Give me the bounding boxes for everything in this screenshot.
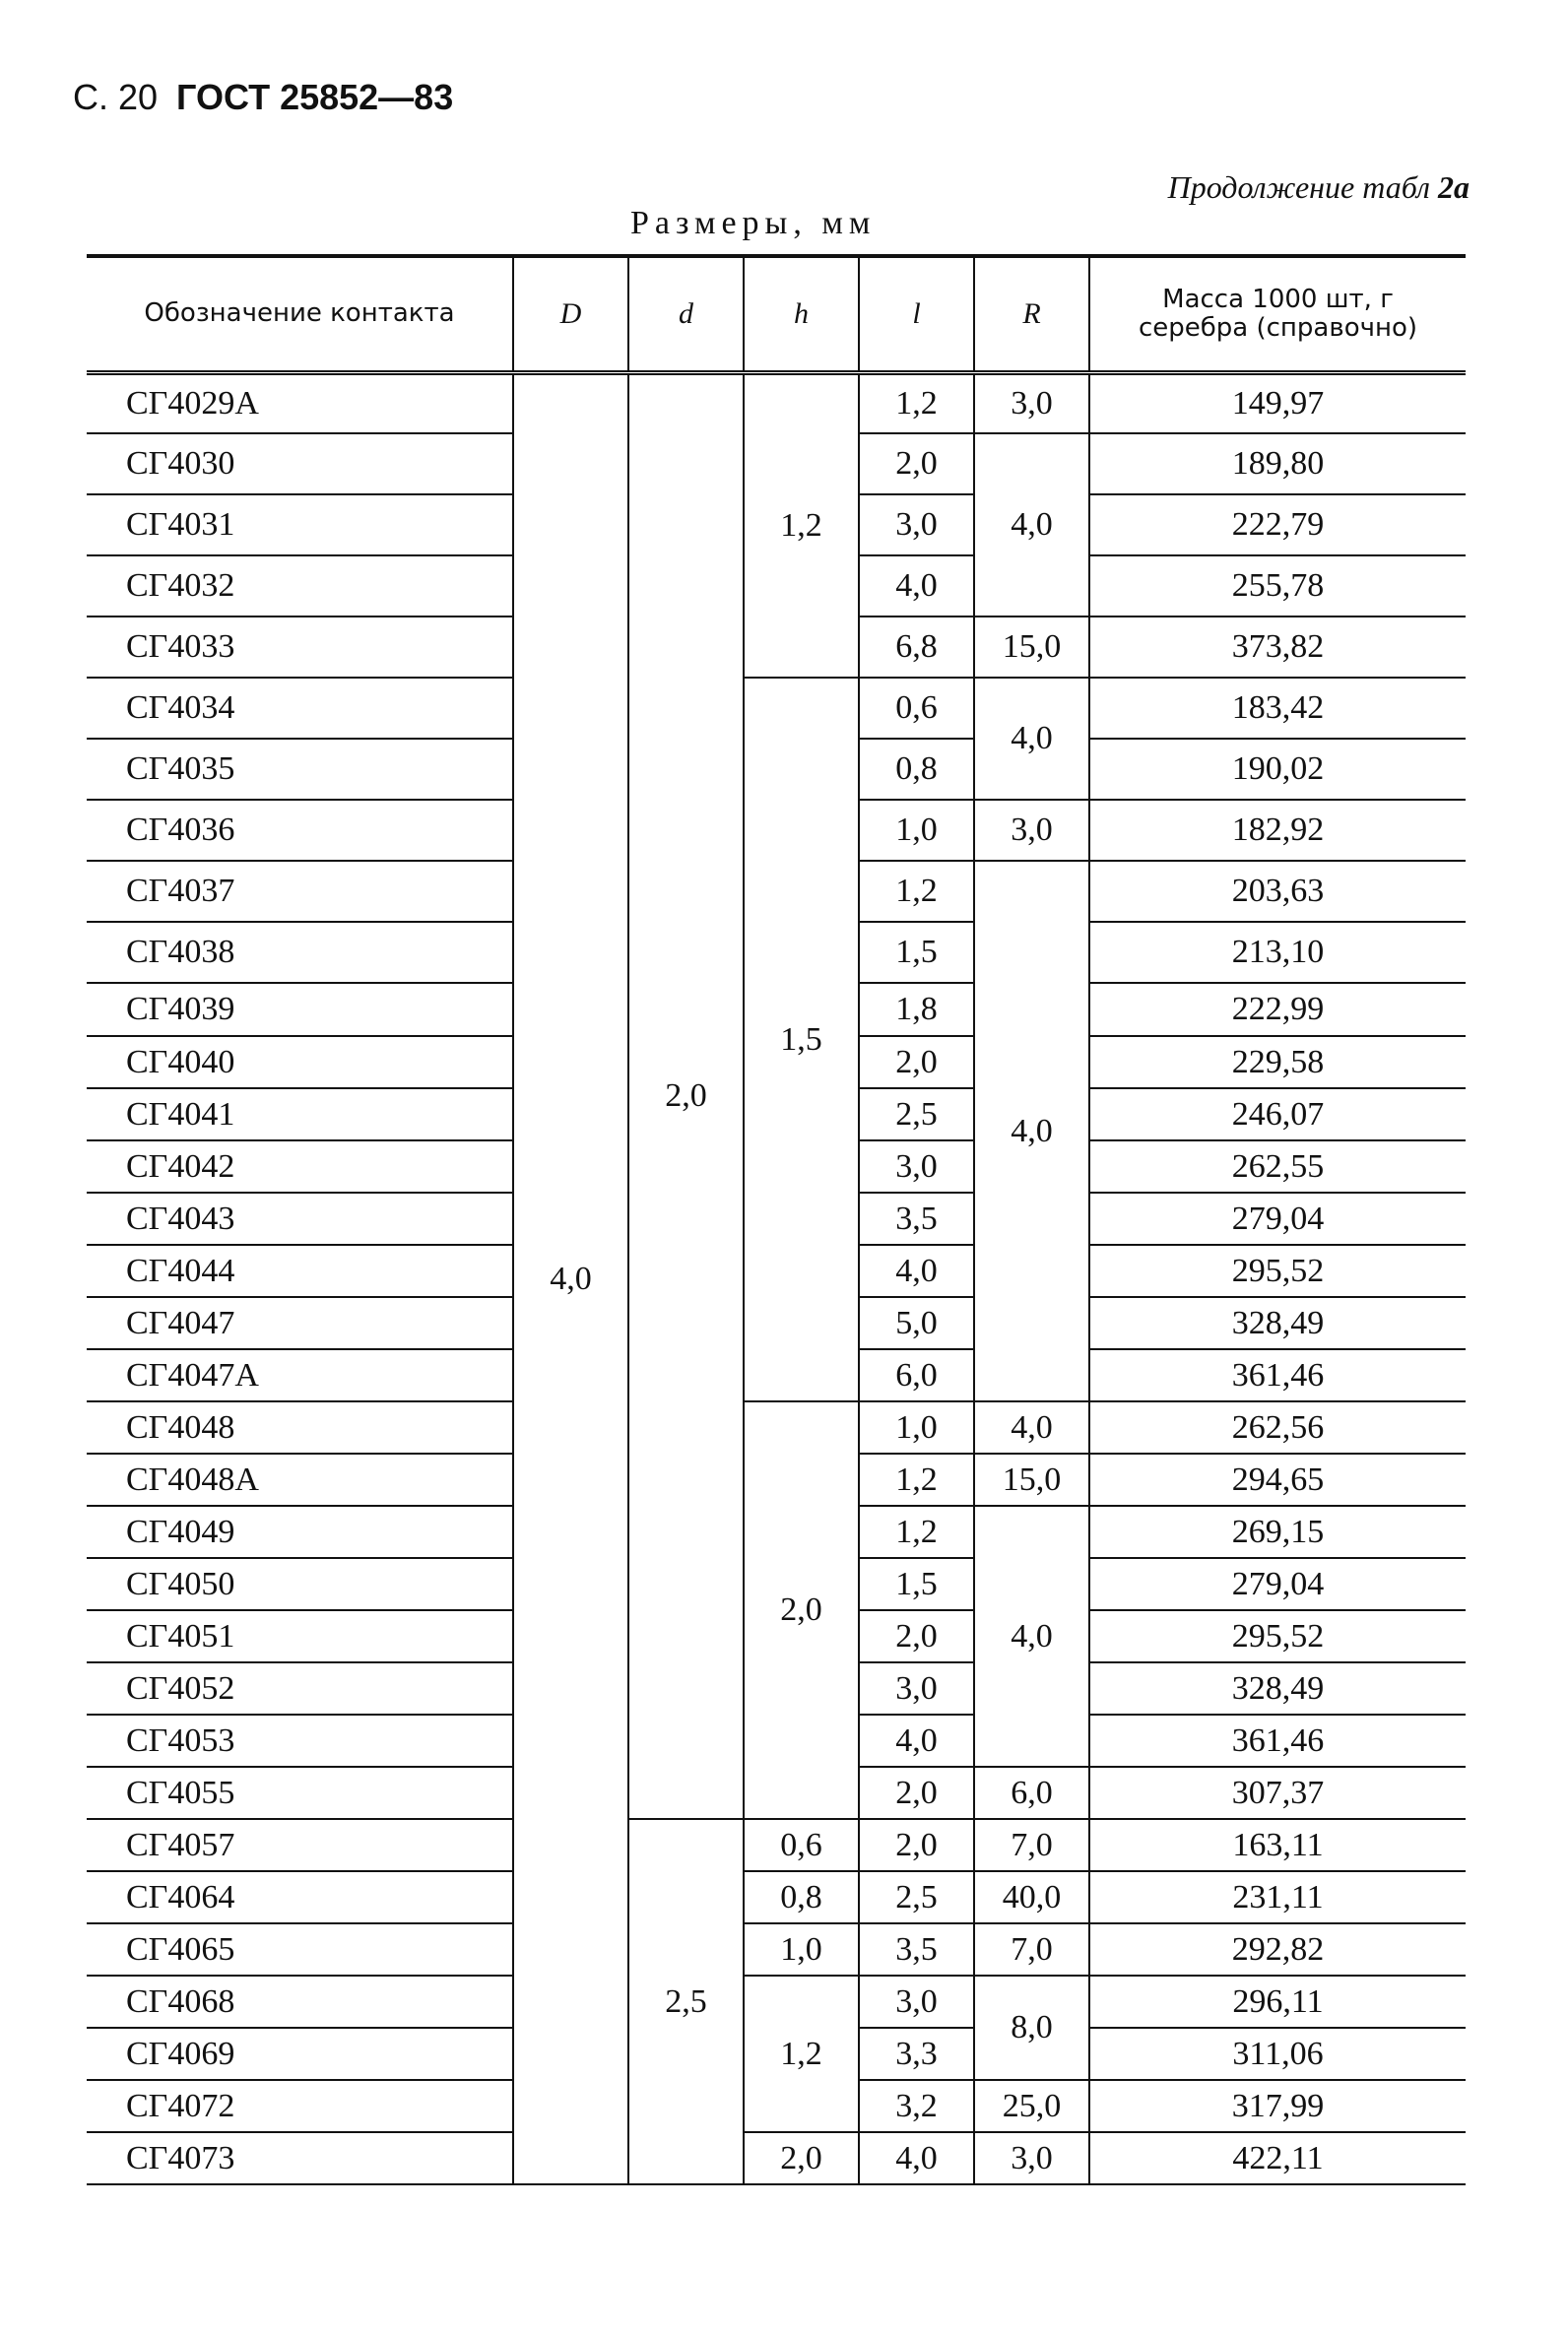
table-row (87, 1871, 1466, 1923)
h-cell: 0,6 (744, 1819, 859, 1871)
l-cell: 3,3 (859, 2028, 974, 2080)
mass-cell: 222,99 (1089, 983, 1466, 1036)
designation-cell: СГ4069 (87, 2028, 513, 2080)
continuation-label (1168, 169, 1470, 206)
R-cell: 4,0 (974, 678, 1089, 800)
mass-cell: 361,46 (1089, 1349, 1466, 1401)
mass-cell: 328,49 (1089, 1662, 1466, 1715)
l-cell: 1,5 (859, 1558, 974, 1610)
l-cell: 1,5 (859, 922, 974, 983)
R-cell: 4,0 (974, 1506, 1089, 1767)
col-d: d (628, 256, 744, 372)
d-cell: 2,5 (628, 1819, 744, 2184)
D-cell: 4,0 (513, 372, 628, 2184)
mass-cell: 295,52 (1089, 1245, 1466, 1297)
col-D: D (513, 256, 628, 372)
mass-cell: 222,79 (1089, 494, 1466, 555)
R-cell: 4,0 (974, 861, 1089, 1401)
R-cell: 4,0 (974, 433, 1089, 617)
h-cell: 2,0 (744, 2132, 859, 2184)
mass-cell: 163,11 (1089, 1819, 1466, 1871)
l-cell: 1,0 (859, 800, 974, 861)
mass-cell: 183,42 (1089, 678, 1466, 739)
col-mass (1089, 256, 1466, 372)
designation-cell: СГ4029А (87, 372, 513, 433)
l-cell: 2,5 (859, 1871, 974, 1923)
designation-cell: СГ4031 (87, 494, 513, 555)
l-cell: 3,0 (859, 1140, 974, 1193)
designation-cell: СГ4053 (87, 1715, 513, 1767)
mass-cell: 307,37 (1089, 1767, 1466, 1819)
R-cell: 7,0 (974, 1923, 1089, 1976)
R-cell: 4,0 (974, 1401, 1089, 1454)
table-row (87, 372, 1466, 433)
l-cell: 2,0 (859, 1610, 974, 1662)
d-cell: 2,0 (628, 372, 744, 1819)
col-mass-line1: Масса 1000 шт, г (1162, 285, 1394, 315)
designation-cell: СГ4048А (87, 1454, 513, 1506)
l-cell: 6,8 (859, 617, 974, 678)
designation-cell: СГ4065 (87, 1923, 513, 1976)
l-cell: 6,0 (859, 1349, 974, 1401)
l-cell: 4,0 (859, 555, 974, 617)
l-cell: 3,0 (859, 1976, 974, 2028)
l-cell: 1,2 (859, 861, 974, 922)
R-cell: 7,0 (974, 1819, 1089, 1871)
page-number: С. 20 (73, 77, 159, 117)
mass-cell: 294,65 (1089, 1454, 1466, 1506)
h-cell: 1,2 (744, 1976, 859, 2132)
table-row (87, 1923, 1466, 1976)
R-cell: 25,0 (974, 2080, 1089, 2132)
R-cell: 6,0 (974, 1767, 1089, 1819)
continuation-number: 2а (1438, 169, 1470, 205)
col-l: l (859, 256, 974, 372)
col-R: R (974, 256, 1089, 372)
table-header-row (87, 256, 1466, 372)
designation-cell: СГ4041 (87, 1088, 513, 1140)
h-cell: 0,8 (744, 1871, 859, 1923)
mass-cell: 262,55 (1089, 1140, 1466, 1193)
mass-cell: 262,56 (1089, 1401, 1466, 1454)
designation-cell: СГ4037 (87, 861, 513, 922)
designation-cell: СГ4035 (87, 739, 513, 800)
mass-cell: 279,04 (1089, 1558, 1466, 1610)
designation-cell: СГ4047А (87, 1349, 513, 1401)
designation-cell: СГ4038 (87, 922, 513, 983)
designation-cell: СГ4039 (87, 983, 513, 1036)
R-cell: 3,0 (974, 2132, 1089, 2184)
dimensions-label: Размеры, мм (630, 205, 877, 241)
mass-cell: 269,15 (1089, 1506, 1466, 1558)
l-cell: 1,0 (859, 1401, 974, 1454)
mass-cell: 182,92 (1089, 800, 1466, 861)
continuation-text: Продолжение табл (1167, 169, 1430, 205)
l-cell: 4,0 (859, 1715, 974, 1767)
mass-cell: 246,07 (1089, 1088, 1466, 1140)
R-cell: 8,0 (974, 1976, 1089, 2080)
mass-cell: 279,04 (1089, 1193, 1466, 1245)
designation-cell: СГ4057 (87, 1819, 513, 1871)
designation-cell: СГ4052 (87, 1662, 513, 1715)
mass-cell: 292,82 (1089, 1923, 1466, 1976)
mass-cell: 422,11 (1089, 2132, 1466, 2184)
mass-cell: 229,58 (1089, 1036, 1466, 1088)
designation-cell: СГ4072 (87, 2080, 513, 2132)
l-cell: 3,0 (859, 1662, 974, 1715)
l-cell: 2,0 (859, 1767, 974, 1819)
table-row (87, 1401, 1466, 1454)
l-cell: 1,2 (859, 372, 974, 433)
contacts-table (87, 254, 1466, 2185)
designation-cell: СГ4040 (87, 1036, 513, 1088)
h-cell: 1,2 (744, 372, 859, 678)
l-cell: 1,8 (859, 983, 974, 1036)
designation-cell: СГ4048 (87, 1401, 513, 1454)
designation-cell: СГ4055 (87, 1767, 513, 1819)
designation-cell: СГ4073 (87, 2132, 513, 2184)
mass-cell: 203,63 (1089, 861, 1466, 922)
mass-cell: 149,97 (1089, 372, 1466, 433)
R-cell: 15,0 (974, 1454, 1089, 1506)
designation-cell: СГ4064 (87, 1871, 513, 1923)
l-cell: 3,2 (859, 2080, 974, 2132)
col-mass-line2: серебра (справочно) (1138, 312, 1418, 343)
mass-cell: 311,06 (1089, 2028, 1466, 2080)
designation-cell: СГ4042 (87, 1140, 513, 1193)
h-cell: 1,5 (744, 678, 859, 1401)
mass-cell: 190,02 (1089, 739, 1466, 800)
mass-cell: 295,52 (1089, 1610, 1466, 1662)
designation-cell: СГ4051 (87, 1610, 513, 1662)
R-cell: 3,0 (974, 800, 1089, 861)
designation-cell: СГ4050 (87, 1558, 513, 1610)
l-cell: 2,0 (859, 1819, 974, 1871)
h-cell: 2,0 (744, 1401, 859, 1819)
l-cell: 2,5 (859, 1088, 974, 1140)
R-cell: 3,0 (974, 372, 1089, 433)
mass-cell: 317,99 (1089, 2080, 1466, 2132)
gost-number: ГОСТ 25852—83 (176, 77, 454, 117)
l-cell: 0,8 (859, 739, 974, 800)
table-row (87, 678, 1466, 739)
mass-cell: 361,46 (1089, 1715, 1466, 1767)
h-cell: 1,0 (744, 1923, 859, 1976)
l-cell: 2,0 (859, 433, 974, 494)
designation-cell: СГ4032 (87, 555, 513, 617)
mass-cell: 213,10 (1089, 922, 1466, 983)
l-cell: 1,2 (859, 1506, 974, 1558)
mass-cell: 189,80 (1089, 433, 1466, 494)
designation-cell: СГ4068 (87, 1976, 513, 2028)
designation-cell: СГ4047 (87, 1297, 513, 1349)
table-row (87, 1976, 1466, 2028)
l-cell: 5,0 (859, 1297, 974, 1349)
designation-cell: СГ4049 (87, 1506, 513, 1558)
mass-cell: 328,49 (1089, 1297, 1466, 1349)
designation-cell: СГ4034 (87, 678, 513, 739)
R-cell: 40,0 (974, 1871, 1089, 1923)
l-cell: 0,6 (859, 678, 974, 739)
l-cell: 3,5 (859, 1923, 974, 1976)
R-cell: 15,0 (974, 617, 1089, 678)
l-cell: 1,2 (859, 1454, 974, 1506)
l-cell: 4,0 (859, 1245, 974, 1297)
table-row (87, 2132, 1466, 2184)
l-cell: 4,0 (859, 2132, 974, 2184)
designation-cell: СГ4036 (87, 800, 513, 861)
col-designation: Обозначение контакта (144, 298, 455, 329)
page-header (73, 77, 453, 118)
designation-cell: СГ4033 (87, 617, 513, 678)
table-row (87, 1819, 1466, 1871)
designation-cell: СГ4043 (87, 1193, 513, 1245)
designation-cell: СГ4030 (87, 433, 513, 494)
l-cell: 3,5 (859, 1193, 974, 1245)
mass-cell: 231,11 (1089, 1871, 1466, 1923)
mass-cell: 255,78 (1089, 555, 1466, 617)
l-cell: 3,0 (859, 494, 974, 555)
mass-cell: 373,82 (1089, 617, 1466, 678)
mass-cell: 296,11 (1089, 1976, 1466, 2028)
col-h: h (744, 256, 859, 372)
l-cell: 2,0 (859, 1036, 974, 1088)
designation-cell: СГ4044 (87, 1245, 513, 1297)
